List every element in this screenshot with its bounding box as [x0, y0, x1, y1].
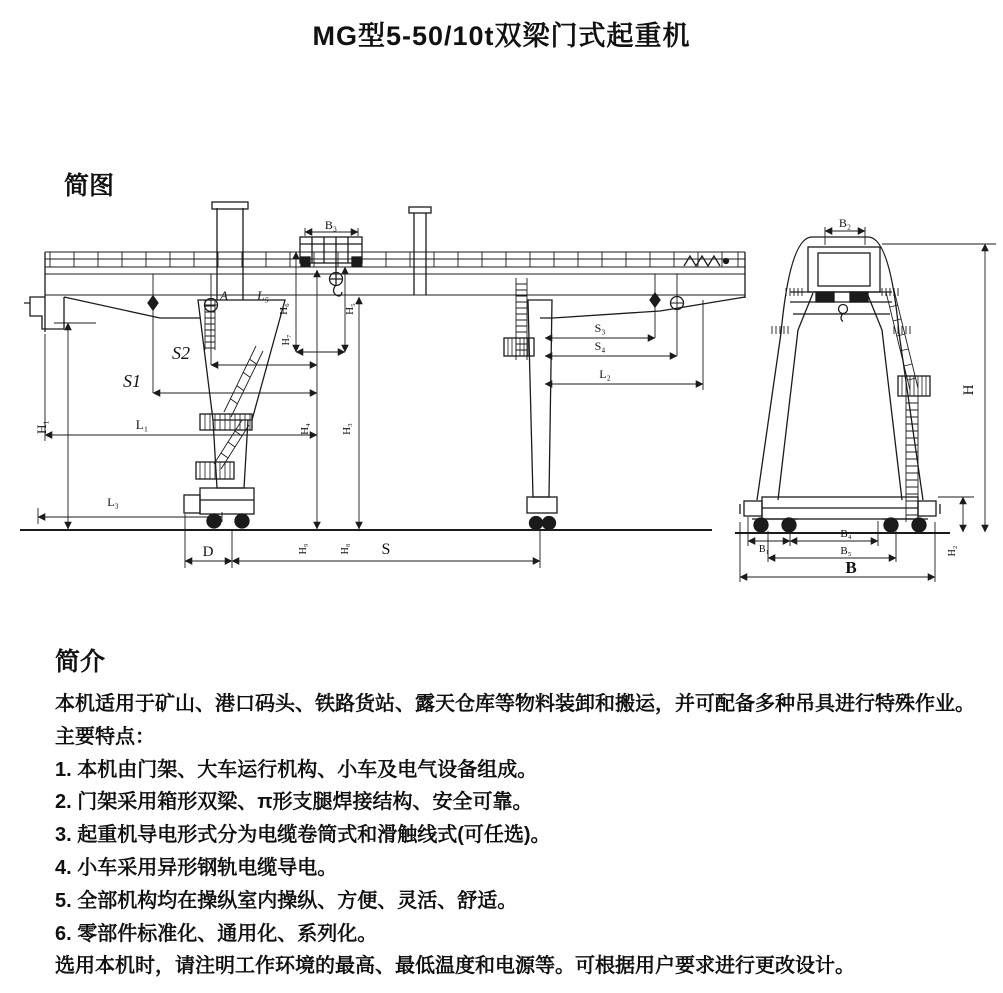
- features-title: 主要特点：: [55, 725, 155, 748]
- feature-item-3: 3. 起重机导电形式分为电缆卷筒式和滑触线式(可任选)。: [55, 824, 551, 847]
- dim-label-h2: H₂: [947, 545, 958, 557]
- dim-label-h4: H₄: [299, 423, 311, 435]
- feature-item-5: 5. 全部机构均在操纵室内操纵、方便、灵活、舒适。: [55, 889, 518, 912]
- dim-label-s: S: [381, 541, 391, 558]
- dim-label-h5: H₅: [344, 303, 356, 315]
- dim-label-h3: H₃: [341, 423, 353, 435]
- buffer-stop-dot: [724, 259, 729, 264]
- dim-label-b2: B₂: [838, 216, 852, 230]
- dim-label-b4: B₄: [840, 528, 852, 540]
- right-leg: [504, 278, 557, 530]
- page-title: MG型5-50/10t双梁门式起重机: [312, 21, 691, 51]
- dim-label-l2: L₂: [599, 367, 611, 381]
- dim-label-h: H: [961, 384, 977, 396]
- dim-label-d: D: [202, 544, 214, 560]
- front-view-structure: [20, 202, 745, 530]
- dim-label-b: B: [845, 558, 857, 577]
- feature-item-6: 6. 零部件标准化、通用化、系列化。: [55, 922, 378, 945]
- dim-label-l3: L₃: [107, 495, 119, 509]
- diagram-section-heading: 简图: [64, 172, 115, 200]
- dim-label-s2: S2: [172, 343, 190, 363]
- intro-description: 本机适用于矿山、港口码头、铁路货站、露天仓库等物料装卸和搬运，并可配备多种吊具进行特殊作业。: [55, 693, 975, 715]
- feature-item-2: 2. 门架采用箱形双梁、π形支腿焊接结构、安全可靠。: [55, 791, 533, 814]
- dim-label-h6: H₆: [278, 303, 290, 315]
- dim-label-s1: S1: [123, 371, 141, 391]
- intro-section: [55, 642, 990, 983]
- dim-label-b3: B₃: [324, 218, 338, 232]
- dim-label-h1: H₁: [34, 420, 49, 434]
- dim-label-b1: B₁: [758, 544, 770, 555]
- left-leg: [184, 300, 285, 528]
- hook-icon: [334, 285, 343, 296]
- feature-item-1: 1. 本机由门架、大车运行机构、小车及电气设备组成。: [55, 758, 538, 781]
- dim-label-l1: L₁: [135, 417, 149, 432]
- dim-label-h9: H₉: [298, 543, 309, 555]
- dim-label-l5: L₅: [257, 288, 269, 303]
- dim-label-a: A: [220, 288, 228, 303]
- dimension-lines: [38, 227, 996, 582]
- intro-section-heading: 简介: [55, 648, 106, 676]
- selection-note: 选用本机时，请注明工作环境的最高、最低温度和电源等。可根据用户要求进行更改设计。: [55, 955, 855, 978]
- dimension-labels: [34, 216, 977, 577]
- dim-label-b5: B₅: [840, 545, 852, 557]
- feature-item-4: 4. 小车采用异形钢轨电缆导电。: [55, 856, 338, 879]
- dim-label-s4: S₄: [594, 339, 606, 353]
- side-view-structure: [735, 237, 950, 533]
- dim-label-h8: H₈: [340, 543, 351, 555]
- dim-label-s3: S₃: [594, 321, 606, 335]
- dim-label-h7: H₇: [281, 334, 292, 346]
